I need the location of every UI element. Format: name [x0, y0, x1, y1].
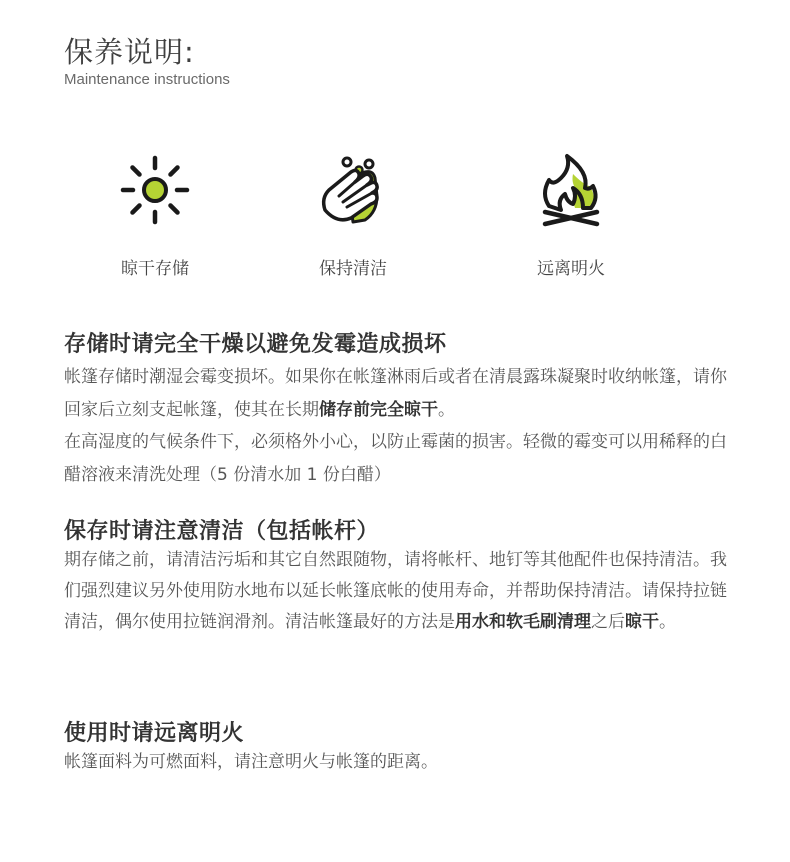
- page-title: 保养说明:: [64, 35, 195, 69]
- paragraph-cleaning: 期存储之前，请清洁污垢和其它自然跟随物，请将帐杆、地钉等其他配件也保持清洁。我们强烈建议另外使用防水地布以延长帐篷底帐的使用寿命，并帮助保持清洁。请保持拉链清洁，偶尔使用拉链润滑剂。清洁帐篷最好的方法是用水和软毛刷清理之后晾干。: [64, 550, 727, 632]
- icon-row: [0, 150, 790, 290]
- paragraph-storage-1: 帐篷存储时潮湿会霉变损坏。如果你在帐篷淋雨后或者在清晨露珠凝聚时收纳帐篷，请你回家后立刻支起帐篷，使其在长期储存前完全晾干。: [64, 367, 727, 420]
- icon-label: 远离明火: [537, 259, 605, 279]
- icon-label: 保持清洁: [319, 259, 387, 279]
- icon-item-dry-storage: [75, 150, 235, 279]
- washing-hands-icon: [273, 150, 433, 230]
- fire-icon: [491, 150, 651, 230]
- icon-label: 晾干存储: [121, 259, 189, 279]
- section-title-fire: 使用时请远离明火: [64, 721, 245, 746]
- page-subtitle: Maintenance instructions: [64, 71, 230, 88]
- section-title-storage: 存储时请完全干燥以避免发霉造成损坏: [64, 332, 447, 357]
- section-title-cleaning: 保存时请注意清洁（包括帐杆）: [64, 519, 380, 544]
- paragraph-storage-2: 在高湿度的气候条件下，必须格外小心，以防止霉菌的损害。轻微的霉变可以用稀释的白醋溶液来清洗处理（5 份清水加 1 份白醋）: [64, 432, 727, 485]
- sun-icon: [75, 150, 235, 230]
- paragraph-fire: 帐篷面料为可燃面料，请注意明火与帐篷的距离。: [64, 752, 438, 772]
- icon-item-away-from-fire: [491, 150, 651, 279]
- icon-item-keep-clean: [273, 150, 433, 279]
